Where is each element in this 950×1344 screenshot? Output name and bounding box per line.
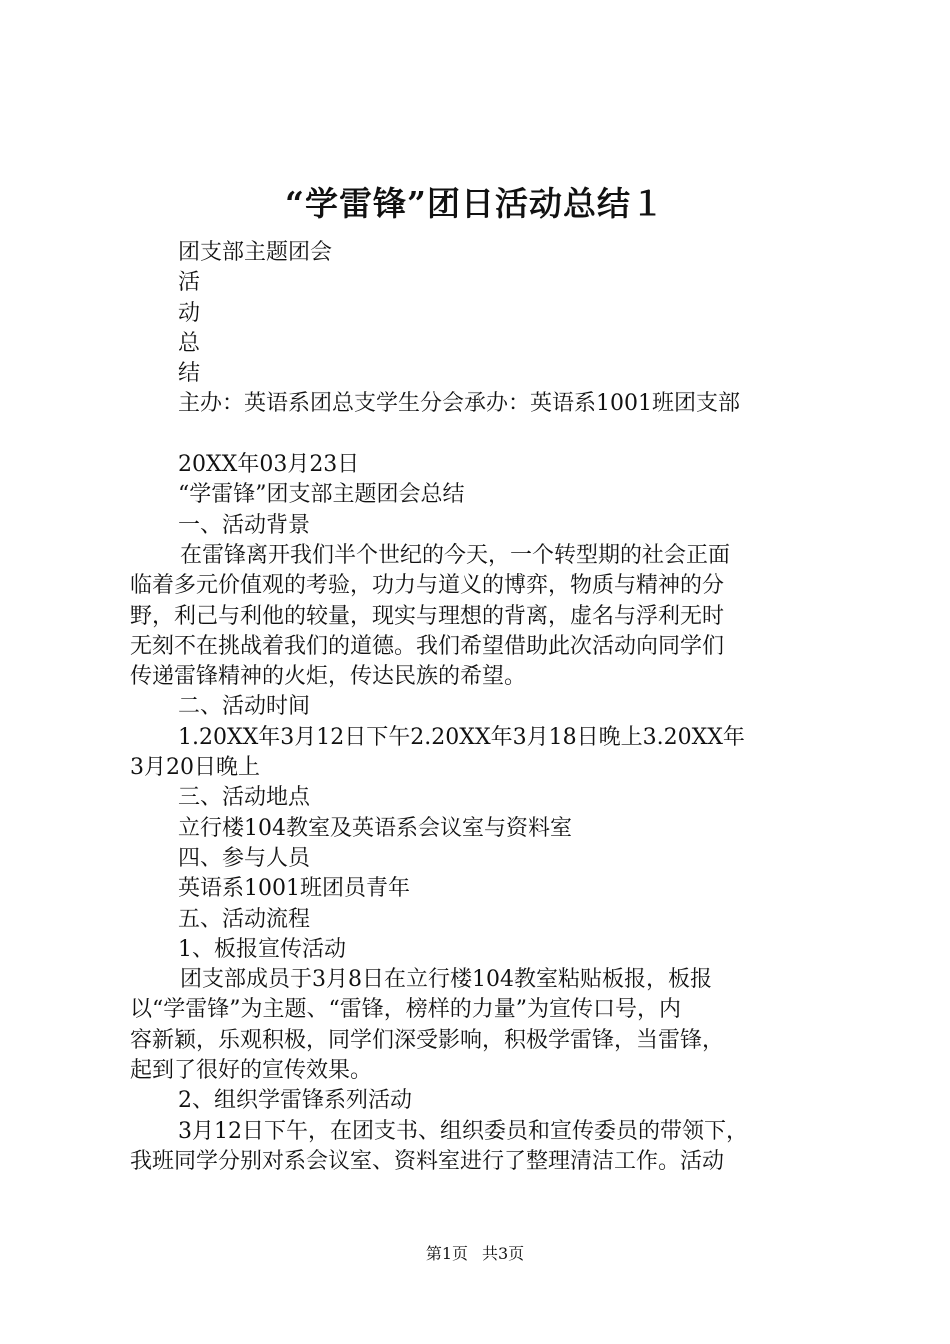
paragraph-line: 3月20日晚上: [130, 755, 260, 781]
paragraph-line: 传递雷锋精神的火炬，传达民族的希望。: [130, 664, 527, 690]
section-heading: 二、活动时间: [178, 694, 311, 720]
section-heading: 一、活动背景: [178, 512, 311, 538]
text-line: 动: [178, 300, 201, 326]
subsection-heading: 2、组织学雷锋系列活动: [178, 1088, 412, 1114]
paragraph-line: 野，利己与利他的较量，现实与理想的背离，虚名与浮利无时: [130, 603, 725, 629]
page-footer: [0, 1244, 950, 1264]
paragraph-line: 立行楼104教室及英语系会议室与资料室: [178, 815, 572, 841]
document-body: [130, 238, 840, 1177]
blank-line: [130, 420, 840, 450]
paragraph-line: 起到了很好的宣传效果。: [130, 1058, 373, 1084]
document-title: “学雷锋”团日活动总结１: [285, 184, 665, 223]
section-heading: 五、活动流程: [178, 906, 311, 932]
date-line: 20XX年03月23日: [178, 452, 360, 478]
paragraph-line: 以“学雷锋”为主题、“雷锋，榜样的力量”为宣传口号，内: [130, 997, 681, 1023]
subtitle-line: “学雷锋”团支部主题团会总结: [178, 482, 465, 508]
paragraph-line: 容新颖，乐观积极，同学们深受影响，积极学雷锋，当雷锋，: [130, 1027, 725, 1053]
page-number: 第1页: [425, 1244, 468, 1263]
section-heading: 四、参与人员: [178, 845, 311, 871]
paragraph-line: 英语系1001班团员青年: [178, 876, 410, 902]
page-total: 共3页: [482, 1244, 525, 1263]
text-line: 总: [178, 330, 201, 356]
paragraph-line: 1.20XX年3月12日下午2.20XX年3月18日晚上3.20XX年: [178, 724, 745, 750]
text-line: 团支部主题团会: [178, 240, 333, 265]
organizer-line: 主办：英语系团总支学生分会承办：英语系1001班团支部: [178, 391, 740, 417]
paragraph-line: 在雷锋离开我们半个世纪的今天，一个转型期的社会正面: [180, 542, 731, 568]
paragraph-line: 团支部成员于3月8日在立行楼104教室粘贴板报，板报: [180, 967, 712, 993]
section-heading: 三、活动地点: [178, 785, 311, 811]
paragraph-line: 我班同学分别对系会议室、资料室进行了整理清洁工作。活动: [130, 1148, 725, 1174]
paragraph-line: 3月12日下午，在团支书、组织委员和宣传委员的带领下，: [178, 1118, 748, 1144]
text-line: 结: [178, 361, 201, 387]
subsection-heading: 1、板报宣传活动: [178, 936, 346, 962]
paragraph-line: 无刻不在挑战着我们的道德。我们希望借助此次活动向同学们: [130, 633, 725, 659]
paragraph-line: 临着多元价值观的考验，功力与道义的博弈，物质与精神的分: [130, 573, 725, 599]
text-line: 活: [178, 270, 201, 296]
